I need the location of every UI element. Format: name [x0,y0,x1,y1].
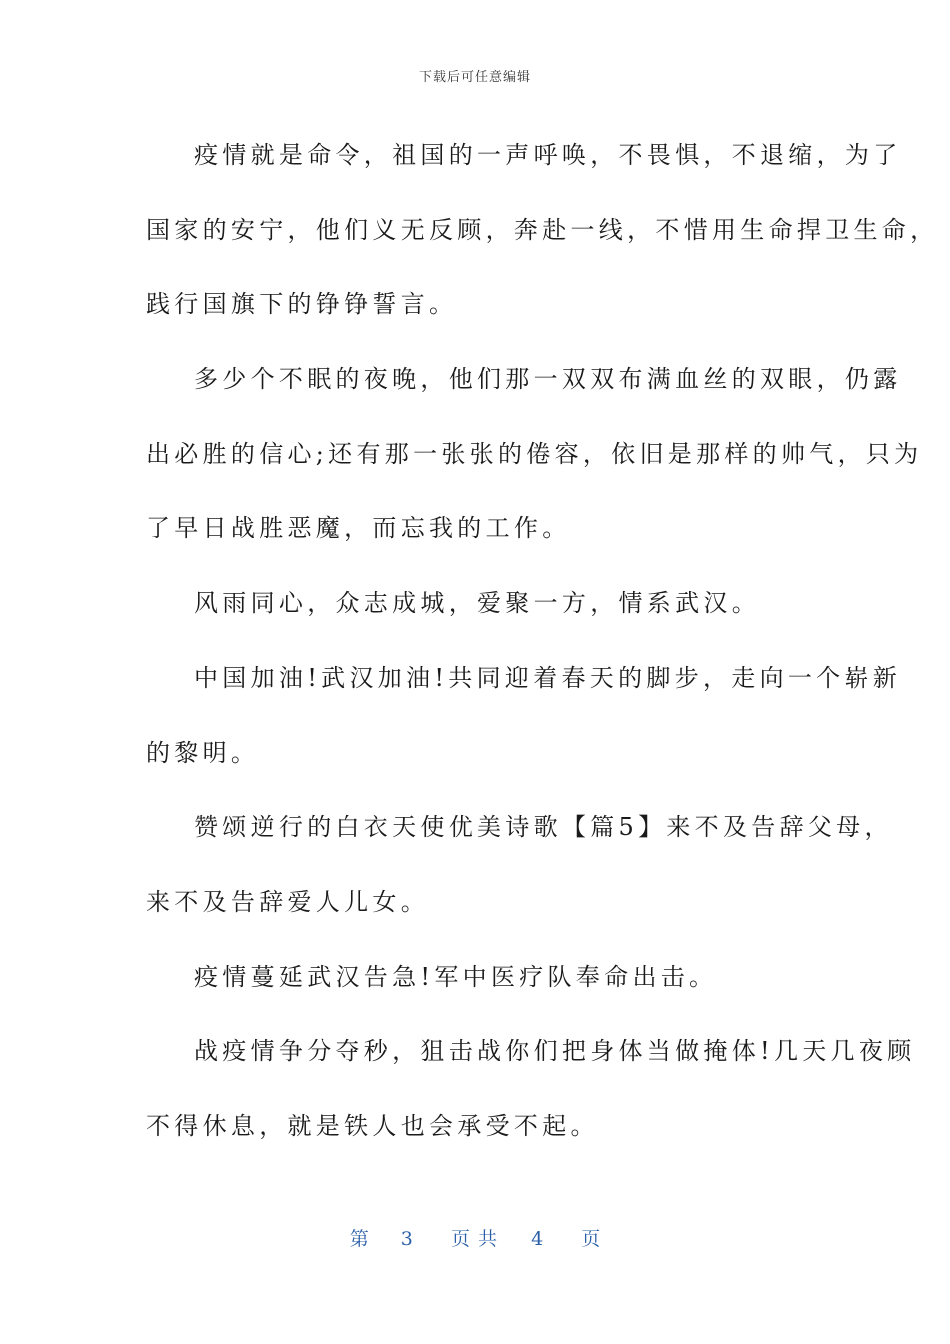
text-line-14: 不得休息，就是铁人也会承受不起。 [146,1111,599,1140]
page-header: 下载后可任意编辑 [418,70,531,85]
text-line-12: 疫情蔓延武汉告急!军中医疗队奉命出击。 [194,962,718,991]
footer-total-pages: 4 [531,1228,544,1250]
text-line-8: 中国加油!武汉加油!共同迎着春天的脚步，走向一个崭新 [194,663,902,692]
text-line-6: 了早日战胜恶魔，而忘我的工作。 [146,514,571,543]
text-line-10: 赞颂逆行的白衣天使优美诗歌【篇5】来不及告辞父母， [194,813,893,842]
text-line-13: 战疫情争分夺秒，狙击战你们把身体当做掩体!几天几夜顾 [194,1037,916,1066]
text-line-1: 疫情就是命令，祖国的一声呼唤，不畏惧，不退缩，为了 [194,141,902,169]
text-line-5: 出必胜的信心;还有那一张张的倦容，依旧是那样的帅气，只为 [146,439,923,468]
footer-suffix: 页 [581,1228,601,1250]
text-line-4: 多少个不眠的夜晚，他们那一双双布满血丝的双眼，仍露 [194,365,902,394]
text-line-3: 践行国旗下的铮铮誓言。 [146,290,458,319]
document-body [146,118,939,1164]
text-line-11: 来不及告辞爱人儿女。 [146,887,429,916]
text-line-7: 风雨同心，众志成城，爱聚一方，情系武汉。 [194,589,760,618]
text-line-2: 国家的安宁，他们义无反顾，奔赴一线，不惜用生命捍卫生命， [146,215,939,244]
page-footer [0,1224,950,1251]
footer-prefix: 第 [349,1228,369,1250]
footer-current-page: 3 [400,1228,413,1250]
footer-middle: 页共 [450,1228,505,1250]
text-line-9: 的黎明。 [146,738,260,767]
